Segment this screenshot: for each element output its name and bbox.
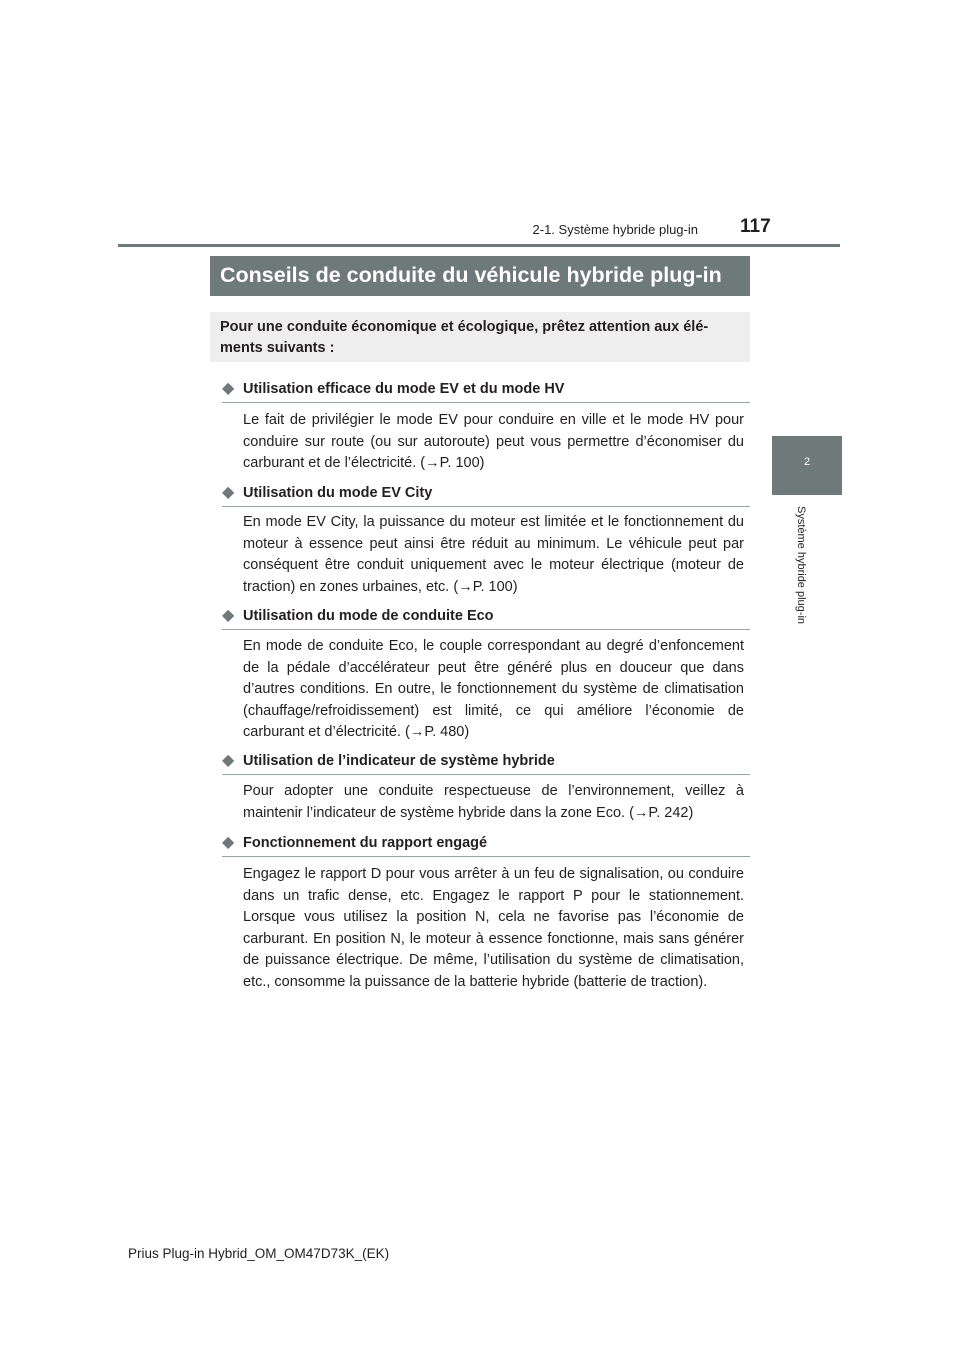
diamond-bullet-icon: ◆ [222, 484, 235, 501]
header-section-title: 2-1. Système hybride plug-in [532, 222, 698, 237]
page-title: Conseils de conduite du véhicule hybride plug-in [220, 263, 722, 287]
section-body: Le fait de privilégier le mode EV pour conduire en ville et le mode HV pour conduire sur route (ou sur autoroute) peut vous permettre d’économiser du carburant et de l’électricité. (→P. 100) [243, 412, 744, 471]
intro-box [210, 312, 750, 362]
diamond-bullet-icon: ◆ [222, 380, 235, 397]
section-heading-label: Utilisation du mode EV City [243, 485, 433, 501]
section-heading [222, 380, 750, 403]
diamond-bullet-icon: ◆ [222, 607, 235, 624]
section-heading-label: Utilisation efficace du mode EV et du mode HV [243, 381, 565, 397]
chapter-tab-number: 2 [803, 456, 811, 468]
section-body: Engagez le rapport D pour vous arrêter à un feu de signalisation, ou conduire dans un trafic dense, etc. Engagez le rapport P pour le stationnement. Lorsque vous utilisez la position N, cela ne favorise pas l’économie de carburant. En position N, le moteur à essence fonctionne, mais sans générer de puissance électrique. De même, l’utilisation du système de climatisation, etc., consomme la puissance de la batterie hybride (batterie de traction). [243, 866, 744, 990]
section-body: Pour adopter une conduite respectueuse de l’environnement, veillez à maintenir l’indicateur de système hybride dans la zone Eco. (→P. 242) [243, 783, 744, 821]
chapter-tab-label-wrap [795, 506, 814, 646]
section-heading [222, 834, 750, 857]
chapter-tab-label: Système hybride plug-in [795, 506, 807, 625]
section-body: En mode EV City, la puissance du moteur est limitée et le fonctionnement du moteur à essence peut ainsi être réduit au minimum. Le véhicule peut par conséquent être conduit uniquement avec le moteur électrique (moteur de traction) en zones urbaines, etc. (→P. 100) [243, 514, 744, 595]
footer-document-id: Prius Plug-in Hybrid_OM_OM47D73K_(EK) [128, 1246, 390, 1261]
diamond-bullet-icon: ◆ [222, 834, 235, 851]
diamond-bullet-icon: ◆ [222, 752, 235, 769]
header-rule [118, 244, 840, 247]
intro-text: Pour une conduite économique et écologique, prêtez attention aux éléments suivants : [220, 319, 709, 356]
section-heading [222, 607, 750, 630]
section-heading-label: Fonctionnement du rapport engagé [243, 835, 488, 851]
section-body: En mode de conduite Eco, le couple correspondant au degré d’enfoncement de la pédale d’accélérateur peut être généré plus en douceur que dans d’autres conditions. En outre, le fonctionnement du système de climatisation (chauffage/refroidissement) est limité, ce qui améliore l’économie de carburant et d’électricité. (→P. 480) [243, 638, 744, 740]
section-heading-label: Utilisation du mode de conduite Eco [243, 608, 494, 624]
section-heading [222, 752, 750, 775]
title-bar [210, 256, 750, 296]
page-number: 117 [740, 216, 771, 237]
section-heading-label: Utilisation de l’indicateur de système hybride [243, 753, 555, 769]
chapter-tab [772, 436, 842, 495]
section-heading [222, 484, 750, 507]
